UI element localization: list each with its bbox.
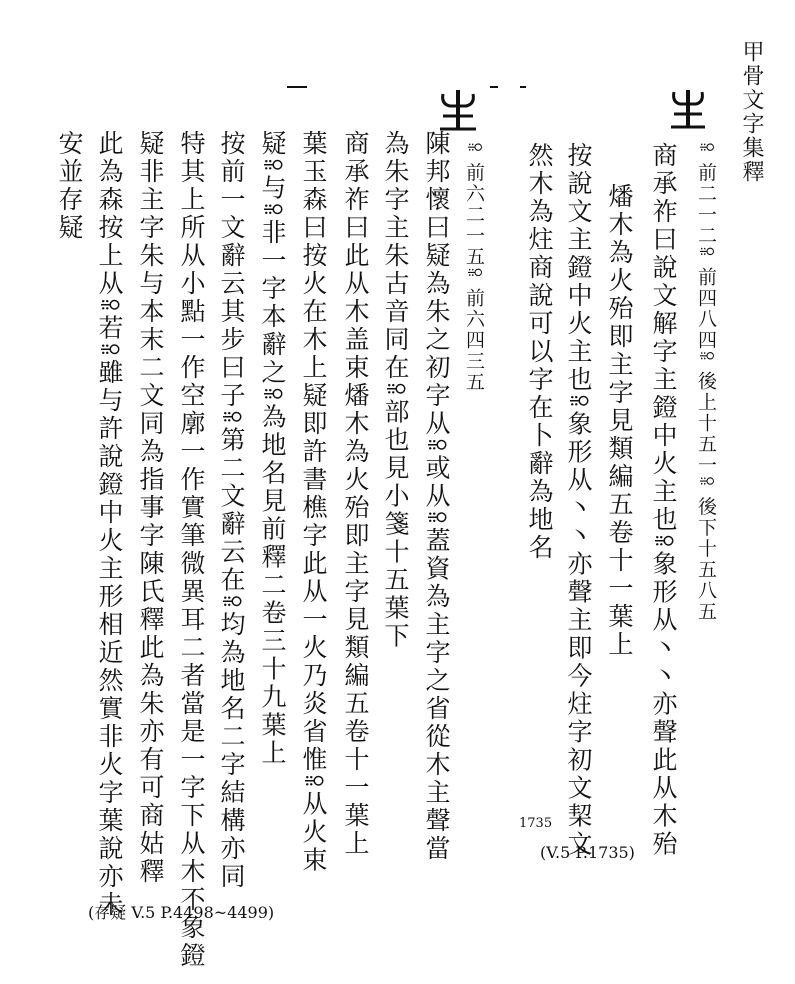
entry-b-line: 商承祚曰此从木盖束燔木為火殆即主字見類編五卷十一葉上 [341,130,370,858]
page-number: 1735 [519,816,553,831]
volume-page-reference: (V.5 P.1735) [540,843,635,862]
entry-a-line: 然木為炷商說可以字在卜辭為地名 [525,142,554,562]
zhu-variant-glyph [438,88,478,132]
entry-a-line: 按說文主鐙中火主也ꕉ象形从丶丶亦聲主即今炷字初文栔文 [564,142,593,859]
entry-a-line: 燔木為火殆即主字見類編五卷十一葉上 [605,183,634,659]
entry-b-line: 按前一文辭云其步曰子ꕉ第二文辭云在ꕉ均為地名二字結構亦同 [217,130,246,892]
entry-b-line: 葉玉森曰按火在木上疑即許書樵字此从一火乃炎省惟ꕉ从火束 [299,130,328,875]
entry-b-line: 安並存疑 [55,130,84,242]
running-head: 甲骨文字集釋 [739,40,764,184]
header-dash [520,86,526,88]
entry-a-sources: ꕉ 前二一二ꕉ 前四八四ꕉ 後上十五一ꕉ 後下十五八五 [695,142,717,623]
entry-b-line: 特其上所从小點一作空廓一作實筆微異耳二者當是一字下从木不象鐙 [177,130,206,970]
entry-b-line: 為朱字主朱古音同在ꕉ部也見小箋十五葉下 [381,130,410,651]
entry-b-line: 疑非主字朱与本末二文同為指事字陳氏釋此為朱亦有可商姑釋 [136,130,165,886]
entry-b-line: 疑ꕉ与ꕉ非一字本辭之ꕉ為地名見前釋二卷三十九葉上 [258,130,287,768]
zhu-lamp-glyph [668,88,708,130]
entry-b-line: 陳邦懷曰疑為朱之初字从ꕉ或从ꕉ蓋資為主字之省從木主聲當 [422,130,451,864]
header-dash [490,86,498,88]
header-dash [287,86,307,88]
entry-b-sources: ꕉ 前六二一五ꕉ 前六四三五 [463,142,485,393]
entry-a-line: 商承祚曰說文解字主鐙中火主也ꕉ象形从丶丶亦聲此从木殆 [649,142,678,859]
entry-b-line: 此為森按上从ꕉ若ꕉ雖与許說鐙中火主形相近然實非火字葉說亦未 [95,130,124,920]
cun-yi-reference: (存疑 V.5 P.4498~4499) [88,903,275,922]
